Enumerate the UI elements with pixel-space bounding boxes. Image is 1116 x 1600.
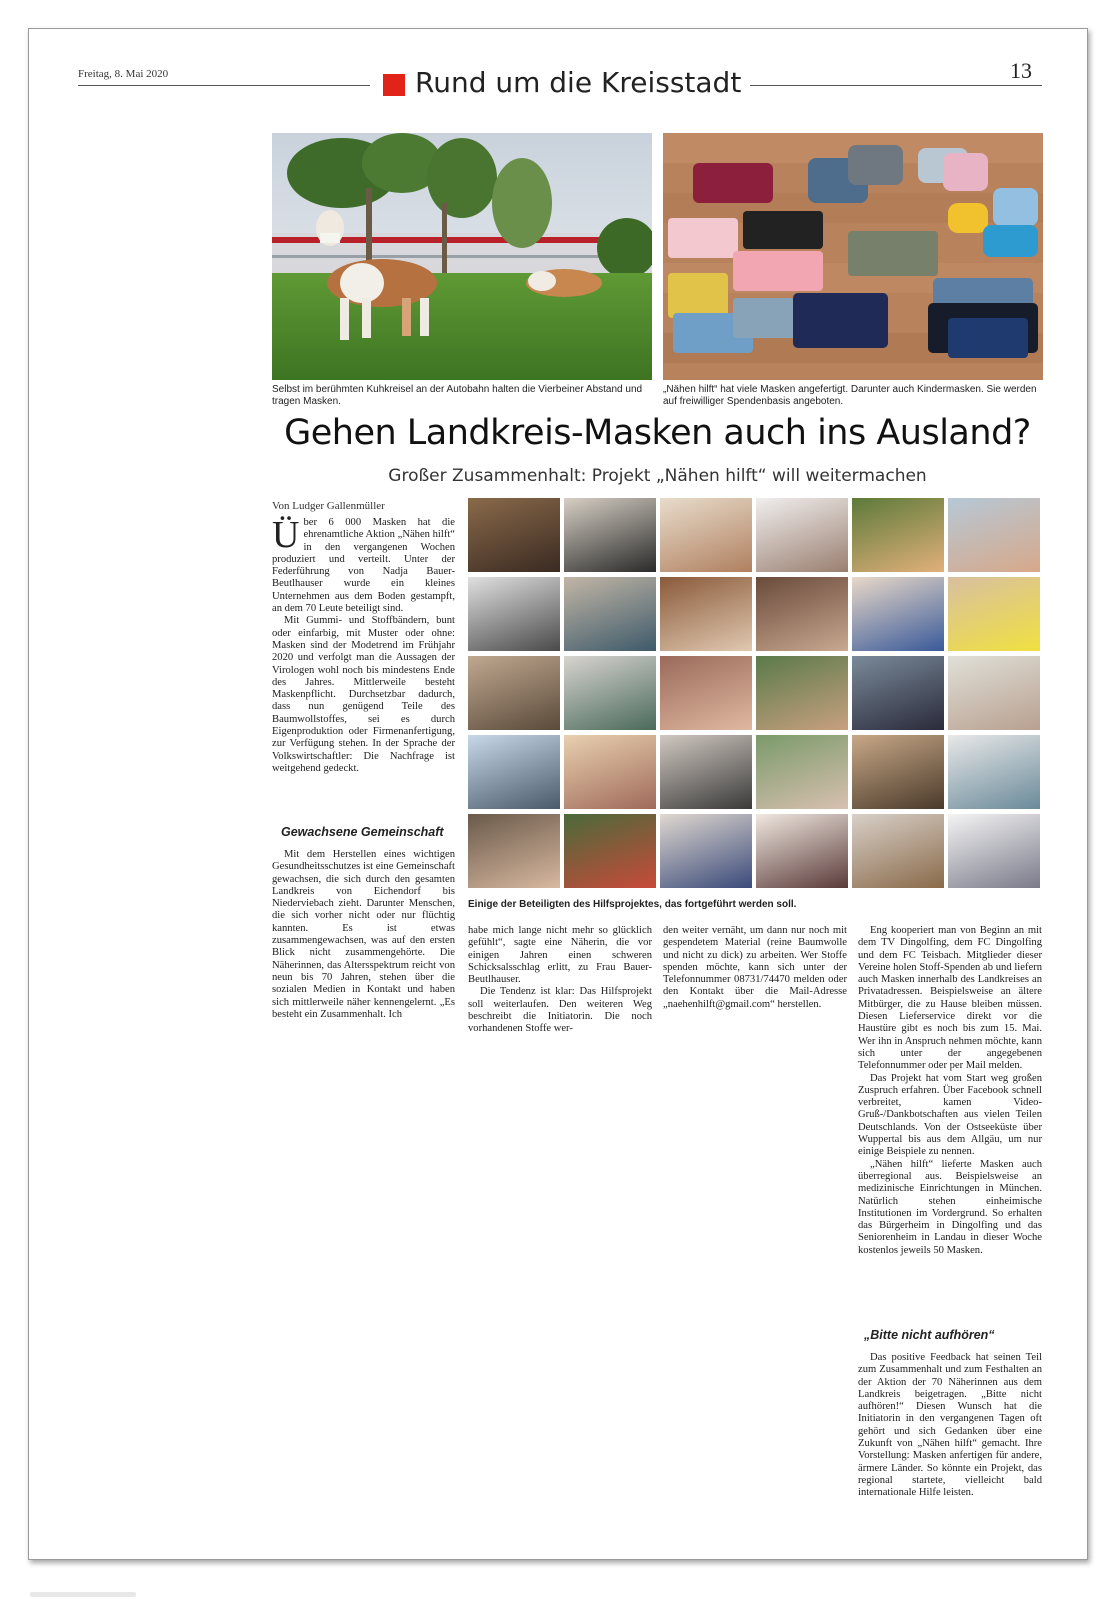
issue-date: Freitag, 8. Mai 2020 bbox=[78, 68, 169, 80]
article-column-4 bbox=[858, 925, 1042, 1257]
article-column-1 bbox=[272, 514, 455, 775]
page-number: 13 bbox=[1010, 58, 1032, 83]
portrait-photo bbox=[660, 577, 752, 651]
article-column-3 bbox=[663, 925, 847, 1011]
portrait-photo bbox=[756, 814, 848, 888]
article-column-1-continued bbox=[272, 849, 455, 1021]
portrait-photo bbox=[564, 577, 656, 651]
article-column-4-continued bbox=[858, 1352, 1042, 1500]
portrait-photo bbox=[948, 814, 1040, 888]
portrait-photo bbox=[468, 656, 560, 730]
volunteers-photo-grid bbox=[468, 498, 1042, 890]
article-column-2 bbox=[468, 925, 652, 1036]
cow-roundabout-photo bbox=[272, 133, 652, 380]
portrait-photo bbox=[852, 735, 944, 809]
portrait-photo bbox=[468, 498, 560, 572]
paragraph: Eng kooperiert man von Beginn an mit dem TV Dingolfing, dem FC Dingolfing und dem FC Teisbach. Mitglieder dieser Vereine holen Stoff-Spenden ab und liefern auch Masken innerhalb des Landkreises an Privatadressen. Beispielsweise an ältere Mitbürger, die zu Hause bleiben müssen. Diesen Lieferservice direkt vor die Haustüre gibt es noch bis zum 15. Mai. Wer ihn in Anspruch nehmen möchte, kann sich unter der angegebenen Telefonnummer oder per Mail melden. bbox=[858, 925, 1042, 1072]
article-headline: Gehen Landkreis-Masken auch ins Ausland? bbox=[284, 413, 1031, 453]
portrait-photo bbox=[660, 498, 752, 572]
portrait-photo bbox=[756, 735, 848, 809]
portrait-photo bbox=[852, 814, 944, 888]
paragraph: Das positive Feedback hat seinen Teil zum Zusammenhalt und zum Festhalten an der Aktion der 70 Näherinnen aus dem Landkreis beigetragen. „Bitte nicht aufhören!“ Diesen Wunsch hat die Initiatorin in den vergangenen Tagen oft gehört und sich Gedanken über eine Zukunft von „Nähen hilft“ gemacht. Ihre Vorstellung: Masken anfertigen für andere, ärmere Länder. So könnte ein Projekt, das regional startete, vielleicht bald internationale Hilfe leisten. bbox=[858, 1352, 1042, 1499]
dropcap: Ü bbox=[272, 514, 300, 556]
portrait-photo bbox=[660, 656, 752, 730]
paragraph: Die Tendenz ist klar: Das Hilfsprojekt soll weiterlaufen. Den weiteren Weg beschreibt die Initiatorin. Die noch vorhandenen Stoffe wer- bbox=[468, 986, 652, 1035]
portrait-photo bbox=[756, 577, 848, 651]
header-rule-left bbox=[78, 85, 370, 86]
masks-photo-caption: „Nähen hilft“ hat viele Masken angefertigt. Darunter auch Kindermasken. Sie werden auf freiwilliger Spendenbasis angeboten. bbox=[663, 384, 1037, 407]
paragraph: Mit Gummi- und Stoffbändern, bunt oder einfarbig, mit Muster oder ohne: Masken sind der Modetrend im Frühjahr 2020 und verfolgt man die Aussagen der Virologen wohl noch bis mindestens Ende des Jahres. Mittlerweile besteht Maskenpflicht. Durchsetzbar dadurch, dass nun genügend Teile des Baumwollstoffes, sei es durch Eigenproduktion oder Firmenanfertigung, zur Verfügung stehen. In der Sprache der Volkswirtschaftler: Die Nachfrage ist weitgehend gedeckt. bbox=[272, 615, 455, 774]
article-subheadline: Großer Zusammenhalt: Projekt „Nähen hilft“ will weitermachen bbox=[388, 466, 927, 486]
portrait-photo bbox=[756, 656, 848, 730]
portrait-photo bbox=[660, 735, 752, 809]
portrait-photo bbox=[852, 656, 944, 730]
portrait-photo bbox=[564, 814, 656, 888]
paragraph: ber 6 000 Masken hat die ehrenamtliche Aktion „Nähen hilft“ in den vergangenen Wochen produziert und verteilt. Unter der Federführung von Nadja Bauer-Beutlhauser wurde ein kleines Unternehmen aus dem Boden gestampft, an dem 70 Leute beteiligt sind. bbox=[272, 517, 455, 615]
masks-photo bbox=[663, 133, 1043, 380]
portrait-photo bbox=[564, 498, 656, 572]
paragraph: Mit dem Herstellen eines wichtigen Gesundheitsschutzes ist eine Gemeinschaft gewachsen, die sich durch den gesamten Landkreis von Eichendorf bis Niederviebach zieht. Darunter Menschen, die sich vorher nicht oder nur flüchtig kannten. Es ist etwas zusammengewachsen, was auf den ersten Blick nicht zusammengehörte. Die Näherinnen, das Altersspektrum reicht von neun bis 70 Jahren, stehen über die sozialen Medien in Kontakt und haben sich mittlerweile näher kennengelernt. „Es besteht ein Zusammenhalt. Ich bbox=[272, 849, 455, 1020]
portrait-photo bbox=[756, 498, 848, 572]
portrait-photo bbox=[468, 735, 560, 809]
cow-photo-caption: Selbst im berühmten Kuhkreisel an der Autobahn halten die Vierbeiner Abstand und tragen Masken. bbox=[272, 384, 643, 407]
header-rule-right bbox=[750, 85, 1042, 86]
section-marker-icon bbox=[383, 74, 405, 96]
section-heading: „Bitte nicht aufhören“ bbox=[864, 1328, 995, 1342]
portrait-photo bbox=[468, 577, 560, 651]
section-heading: Gewachsene Gemeinschaft bbox=[281, 825, 444, 839]
portrait-photo bbox=[948, 498, 1040, 572]
portrait-photo bbox=[564, 735, 656, 809]
portrait-photo bbox=[660, 814, 752, 888]
portrait-photo bbox=[468, 814, 560, 888]
portrait-photo bbox=[948, 577, 1040, 651]
paragraph: den weiter vernäht, um dann nur noch mit gespendetem Material (reine Baumwolle und nicht zu dick) zu arbeiten. Wer Stoffe spenden möchte, kann sich unter der Telefonnummer 08731/74470 melden oder den Kontakt über die Mail-Adresse „naehenhilft@gmail.com“ herstellen. bbox=[663, 925, 847, 1010]
byline: Von Ludger Gallenmüller bbox=[272, 500, 385, 512]
photo-grid-caption: Einige der Beteiligten des Hilfsprojektes, das fortgeführt werden soll. bbox=[468, 899, 797, 910]
paragraph: habe mich lange nicht mehr so glücklich gefühlt“, sagte eine Näherin, die vor einigen Jahren einen schweren Schicksalsschlag erlitt, zu Frau Bauer-Beutlhauser. bbox=[468, 925, 652, 986]
page-edge-shadow bbox=[30, 1592, 136, 1597]
paragraph: „Nähen hilft“ lieferte Masken auch überregional aus. Beispielsweise an medizinische Einrichtungen in München. Natürlich stehen einheimische Institutionen im Vordergrund. So erhalten das Bürgerheim in Dingolfing und das Seniorenheim in Landau in dieser Woche kostenlos jeweils 50 Masken. bbox=[858, 1158, 1042, 1256]
portrait-photo bbox=[948, 656, 1040, 730]
paragraph: Das Projekt hat vom Start weg großen Zuspruch erfahren. Über Facebook schnell verbreitet, kamen Video-Gruß-/Dankbotschaften aus vielen Teilen Deutschlands. Von der Ostseeküste über Wuppertal bis aus dem Allgäu, um nur einige Beispiele zu nennen. bbox=[858, 1072, 1042, 1158]
portrait-photo bbox=[852, 577, 944, 651]
portrait-photo bbox=[852, 498, 944, 572]
portrait-photo bbox=[564, 656, 656, 730]
portrait-photo bbox=[948, 735, 1040, 809]
section-title: Rund um die Kreisstadt bbox=[415, 66, 742, 99]
